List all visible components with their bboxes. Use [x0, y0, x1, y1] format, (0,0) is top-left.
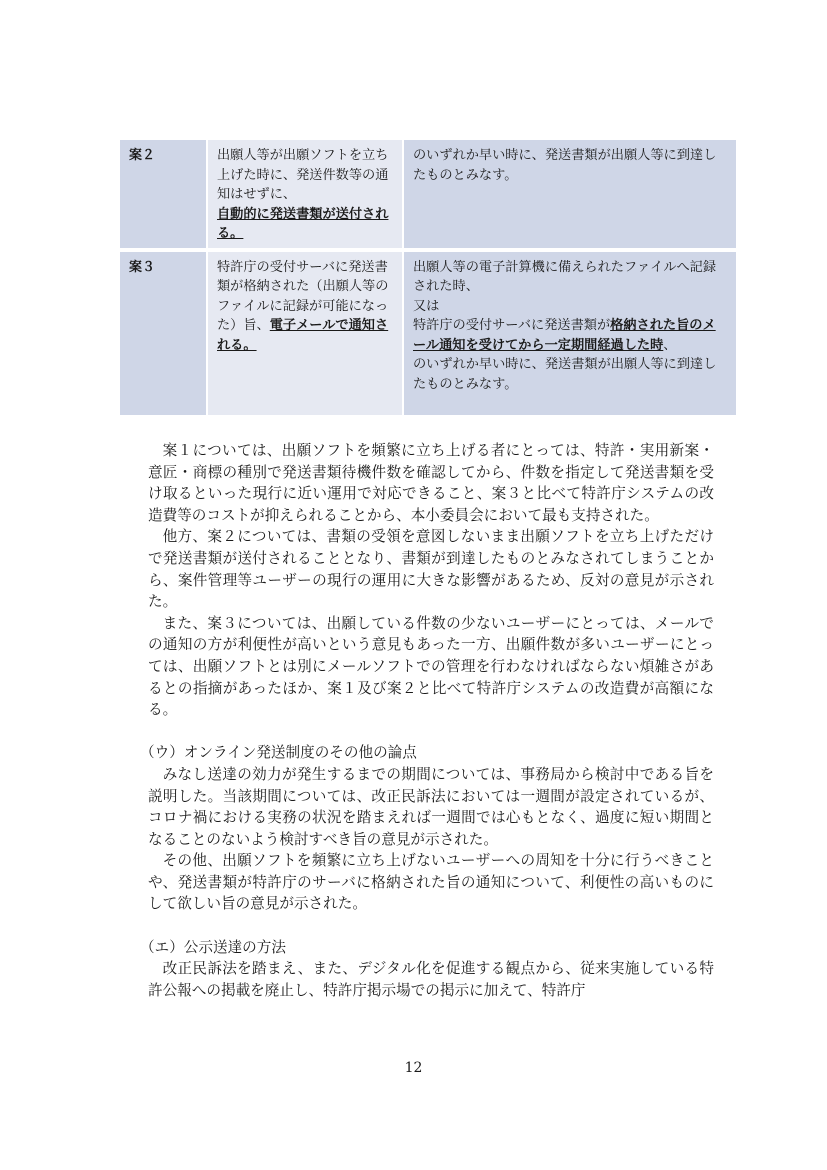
document-body: [140, 440, 714, 1001]
description-text: 特許庁の受付サーバに発送書類が格納された（出願人等のファイルに記録が可能になった）旨、: [217, 259, 389, 333]
proposal-description: [206, 248, 402, 415]
timing-text: のいずれか早い時に、発送書類が出願人等に到達したものとみなす。: [413, 148, 717, 183]
description-text: 出願人等が出願ソフトを立ち上げた時に、発送件数等の通知はせずに、: [217, 148, 389, 202]
table-row: [120, 248, 736, 415]
timing-line: のいずれか早い時に、発送書類が出願人等に到達したものとみなす。: [413, 357, 717, 392]
proposal-timing: [402, 140, 736, 248]
paragraph: 他方、案２については、書類の受領を意図しないまま出願ソフトを立ち上げただけで発送書類が送付されることとなり、書類が到達したものとみなされてしまうことから、案件管理等ユーザーの現行の運用に大きな影響があるため、反対の意見が示された。: [148, 528, 714, 611]
proposal-table: [120, 140, 736, 415]
timing-line: 、: [663, 337, 677, 353]
paragraph: その他、出願ソフトを頻繁に立ち上げないユーザーへの周知を十分に行うべきことや、発送書類が特許庁のサーバに格納された旨の通知について、利便性の高いものにして欲しい旨の意見が示された。: [148, 852, 714, 913]
table-row: [120, 140, 736, 248]
timing-line: 特許庁の受付サーバに発送書類が: [413, 318, 611, 333]
section-heading: （エ）公示送達の方法: [140, 938, 286, 956]
paragraph: 改正民訴法を踏まえ、また、デジタル化を促進する観点から、従来実施している特許公報への掲載を廃止し、特許庁掲示場での掲示に加えて、特許庁: [148, 960, 714, 999]
paragraph: 案１については、出願ソフトを頻繁に立ち上げる者にとっては、特許・実用新案・意匠・商標の種別で発送書類待機件数を確認してから、件数を指定して発送書類を受け取るといった現行に近い運用で対応できること、案３と比べて特許庁システムの改造費等のコストが抑えられることから、本小委員会において最も支持された。: [148, 442, 714, 524]
paragraph: また、案３については、出願している件数の少ないユーザーにとっては、メールでの通知の方が利便性が高いという意見もあった一方、出願件数が多いユーザーにとっては、出願ソフトとは別にメールソフトでの管理を行わなければならない煩雑さがあるとの指摘があったほか、案１及び案２と比べて特許庁システムの改造費が高額になる。: [148, 614, 714, 719]
page-number: 12: [404, 1060, 423, 1076]
proposal-label: 案３: [120, 248, 206, 415]
timing-emphasis: 格納された旨のメール通知を受けてから一定期間経過した時: [413, 318, 716, 353]
paragraph: みなし送達の効力が発生するまでの期間については、事務局から検討中である旨を説明した。当該期間については、改正民訴法においては一週間が設定されているが、コロナ禍における実務の状況を踏まえれば一週間では心もとなく、過度に短い期間となることのないよう検討すべき旨の意見が示された。: [148, 765, 714, 848]
proposal-description: [206, 140, 402, 248]
timing-line: 又は: [413, 298, 440, 314]
timing-line: 出願人等の電子計算機に備えられたファイルへ記録された時、: [413, 259, 717, 294]
description-emphasis: 電子メールで通知される。: [217, 318, 389, 353]
description-emphasis: 自動的に発送書類が送付される。: [217, 206, 389, 241]
proposal-timing: [402, 248, 736, 415]
proposal-label: 案２: [120, 140, 206, 248]
section-heading: （ウ）オンライン発送制度のその他の論点: [140, 744, 417, 762]
